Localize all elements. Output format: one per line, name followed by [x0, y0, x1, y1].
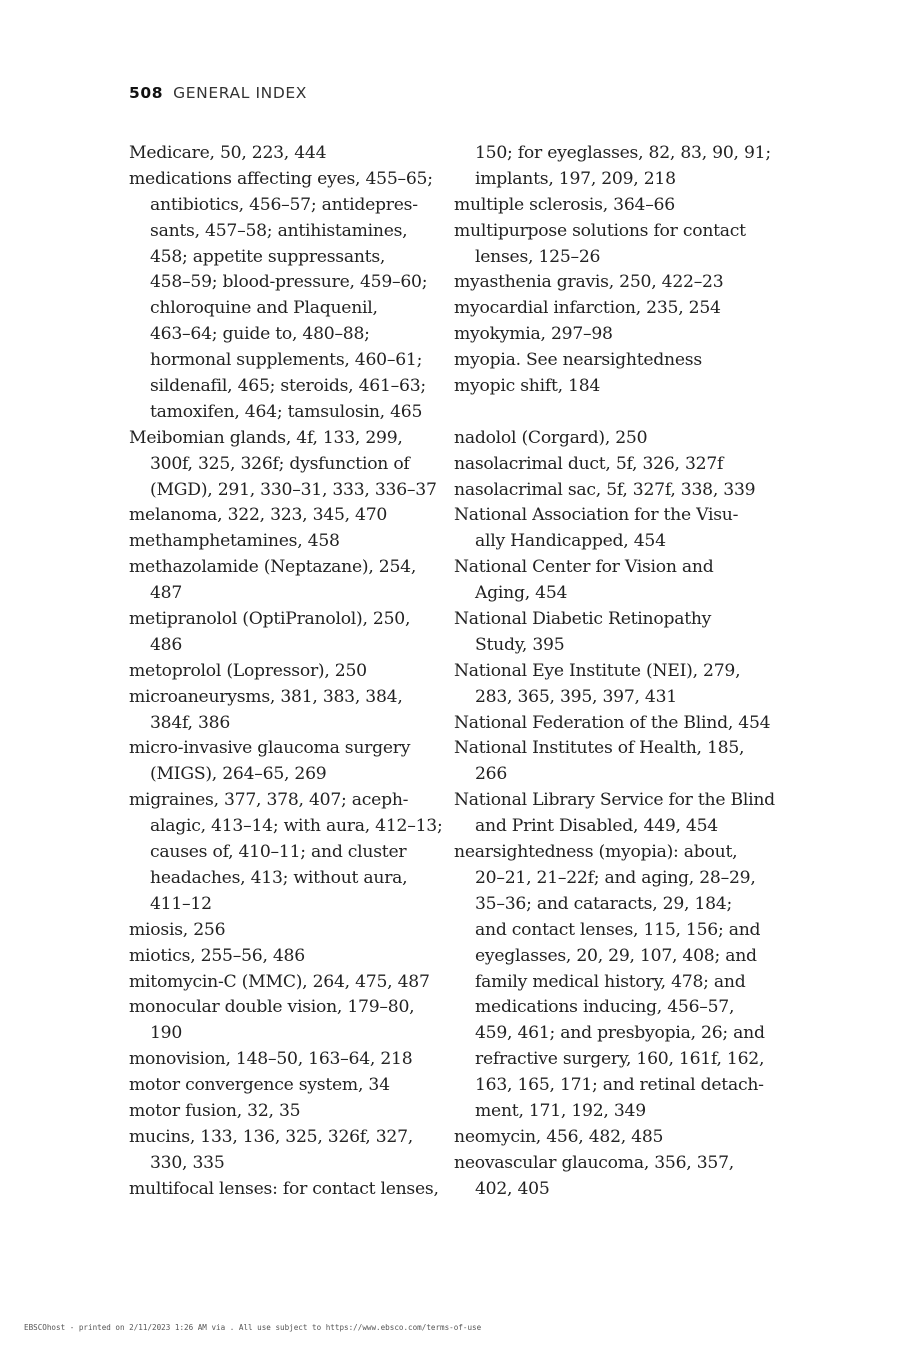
index-entry-line: myopic shift, 184 — [454, 376, 601, 397]
index-column-right — [454, 141, 784, 1203]
index-subentry-line: antibiotics, 456–57; antidepres- — [150, 194, 418, 215]
index-subentry-line: 35–36; and cataracts, 29, 184; — [475, 893, 733, 914]
index-entry-line: mucins, 133, 136, 325, 326f, 327, — [129, 1126, 414, 1147]
index-entry-line: multifocal lenses: for contact lenses, — [129, 1178, 439, 1199]
index-entry-line: migraines, 377, 378, 407; aceph- — [129, 790, 409, 811]
index-subentry-line: ment, 171, 192, 349 — [475, 1100, 646, 1121]
index-subentry-line: eyeglasses, 20, 29, 107, 408; and — [475, 945, 757, 966]
index-subentry-line: ally Handicapped, 454 — [475, 531, 666, 552]
index-subentry-line: implants, 197, 209, 218 — [475, 168, 676, 189]
index-subentry-line: 20–21, 21–22f; and aging, 28–29, — [475, 867, 756, 888]
index-entry-line: miosis, 256 — [129, 919, 226, 940]
index-entry-line: medications affecting eyes, 455–65; — [129, 168, 433, 189]
index-entry-line: motor fusion, 32, 35 — [129, 1100, 301, 1121]
index-entry-line: National Federation of the Blind, 454 — [454, 712, 771, 733]
index-subentry-line: causes of, 410–11; and cluster — [150, 842, 407, 863]
index-subentry-line: 150; for eyeglasses, 82, 83, 90, 91; — [475, 143, 771, 163]
index-entry-line: nasolacrimal sac, 5f, 327f, 338, 339 — [454, 479, 756, 500]
index-subentry-line: 463–64; guide to, 480–88; — [150, 324, 370, 345]
print-footer: EBSCOhost - printed on 2/11/2023 1:26 AM via . All use subject to https://www.ebsco.com/terms-of-use — [24, 1323, 482, 1332]
index-subentry-line: 458; appetite suppressants, — [150, 246, 386, 267]
index-column-left — [129, 141, 459, 1203]
index-entry-line: myasthenia gravis, 250, 422–23 — [454, 272, 724, 293]
letter-group-gap — [454, 400, 784, 426]
index-subentry-line: family medical history, 478; and — [475, 971, 746, 992]
index-subentry-line: lenses, 125–26 — [475, 246, 601, 267]
index-subentry-line: alagic, 413–14; with aura, 412–13; — [150, 816, 443, 837]
index-entry-line: micro-invasive glaucoma surgery — [129, 738, 411, 759]
index-entry-line: National Diabetic Retinopathy — [454, 609, 712, 630]
index-entry-line: National Center for Vision and — [454, 557, 714, 578]
index-entry-line: miotics, 255–56, 486 — [129, 945, 305, 966]
index-entry-line: methazolamide (Neptazane), 254, — [129, 557, 417, 578]
index-entry-line: myopia. See nearsightedness — [454, 350, 702, 371]
index-entry-line: mitomycin-C (MMC), 264, 475, 487 — [129, 971, 430, 992]
index-subentry-line: headaches, 413; without aura, — [150, 867, 408, 888]
index-entry-line: National Association for the Visu- — [454, 505, 739, 526]
index-subentry-line: hormonal supplements, 460–61; — [150, 350, 423, 371]
index-subentry-line: and contact lenses, 115, 156; and — [475, 919, 761, 940]
index-subentry-line: 283, 365, 395, 397, 431 — [475, 686, 677, 707]
index-entry-line: nearsightedness (myopia): about, — [454, 842, 738, 863]
index-subentry-line: and Print Disabled, 449, 454 — [475, 816, 718, 837]
index-subentry-line: 487 — [150, 583, 183, 604]
index-subentry-line: sildenafil, 465; steroids, 461–63; — [150, 376, 426, 397]
index-entry-line: melanoma, 322, 323, 345, 470 — [129, 505, 388, 526]
index-subentry-line: 459, 461; and presbyopia, 26; and — [475, 1023, 765, 1044]
index-entry-line: monocular double vision, 179–80, — [129, 997, 415, 1018]
index-subentry-line: medications inducing, 456–57, — [475, 997, 735, 1018]
index-subentry-line: 411–12 — [150, 893, 212, 914]
index-entry-line: nadolol (Corgard), 250 — [454, 427, 648, 448]
index-entry-line: motor convergence system, 34 — [129, 1075, 390, 1096]
index-entry-line: nasolacrimal duct, 5f, 326, 327f — [454, 453, 724, 474]
index-subentry-line: 384f, 386 — [150, 712, 231, 733]
index-entry-line: multipurpose solutions for contact — [454, 220, 746, 241]
index-entry-line: monovision, 148–50, 163–64, 218 — [129, 1049, 413, 1070]
index-entry-line: multiple sclerosis, 364–66 — [454, 194, 675, 215]
index-entry-line: microaneurysms, 381, 383, 384, — [129, 686, 403, 707]
index-entry-line: neovascular glaucoma, 356, 357, — [454, 1152, 734, 1173]
index-entry-line: Meibomian glands, 4f, 133, 299, — [129, 427, 403, 448]
index-subentry-line: 458–59; blood-pressure, 459–60; — [150, 272, 428, 293]
index-subentry-line: 486 — [150, 634, 183, 655]
index-entry-line: National Library Service for the Blind — [454, 790, 775, 811]
index-subentry-line: 402, 405 — [475, 1178, 550, 1199]
index-subentry-line: 300f, 325, 326f; dysfunction of — [150, 453, 410, 474]
section-title: GENERAL INDEX — [173, 84, 307, 102]
index-subentry-line: chloroquine and Plaquenil, — [150, 298, 378, 319]
index-subentry-line: tamoxifen, 464; tamsulosin, 465 — [150, 401, 423, 422]
index-subentry-line: 163, 165, 171; and retinal detach- — [475, 1075, 764, 1096]
index-entry-line: neomycin, 456, 482, 485 — [454, 1126, 664, 1147]
index-entry-line: methamphetamines, 458 — [129, 531, 340, 552]
index-entry-line: Medicare, 50, 223, 444 — [129, 143, 327, 163]
index-subentry-line: 190 — [150, 1023, 183, 1044]
index-entry-line: metoprolol (Lopressor), 250 — [129, 660, 367, 681]
index-subentry-line: (MIGS), 264–65, 269 — [150, 764, 327, 785]
index-entry-line: myocardial infarction, 235, 254 — [454, 298, 721, 319]
index-entry-line: National Eye Institute (NEI), 279, — [454, 660, 741, 681]
index-entry-line: National Institutes of Health, 185, — [454, 738, 745, 759]
index-subentry-line: refractive surgery, 160, 161f, 162, — [475, 1049, 765, 1070]
index-subentry-line: 266 — [475, 764, 508, 785]
running-header — [129, 84, 307, 102]
page-number: 508 — [129, 84, 164, 102]
index-subentry-line: 330, 335 — [150, 1152, 225, 1173]
index-subentry-line: Aging, 454 — [475, 583, 568, 604]
index-subentry-line: Study, 395 — [475, 634, 565, 655]
index-subentry-line: (MGD), 291, 330–31, 333, 336–37 — [150, 479, 437, 500]
index-subentry-line: sants, 457–58; antihistamines, — [150, 220, 408, 241]
index-entry-line: myokymia, 297–98 — [454, 324, 613, 345]
index-entry-line: metipranolol (OptiPranolol), 250, — [129, 609, 411, 630]
